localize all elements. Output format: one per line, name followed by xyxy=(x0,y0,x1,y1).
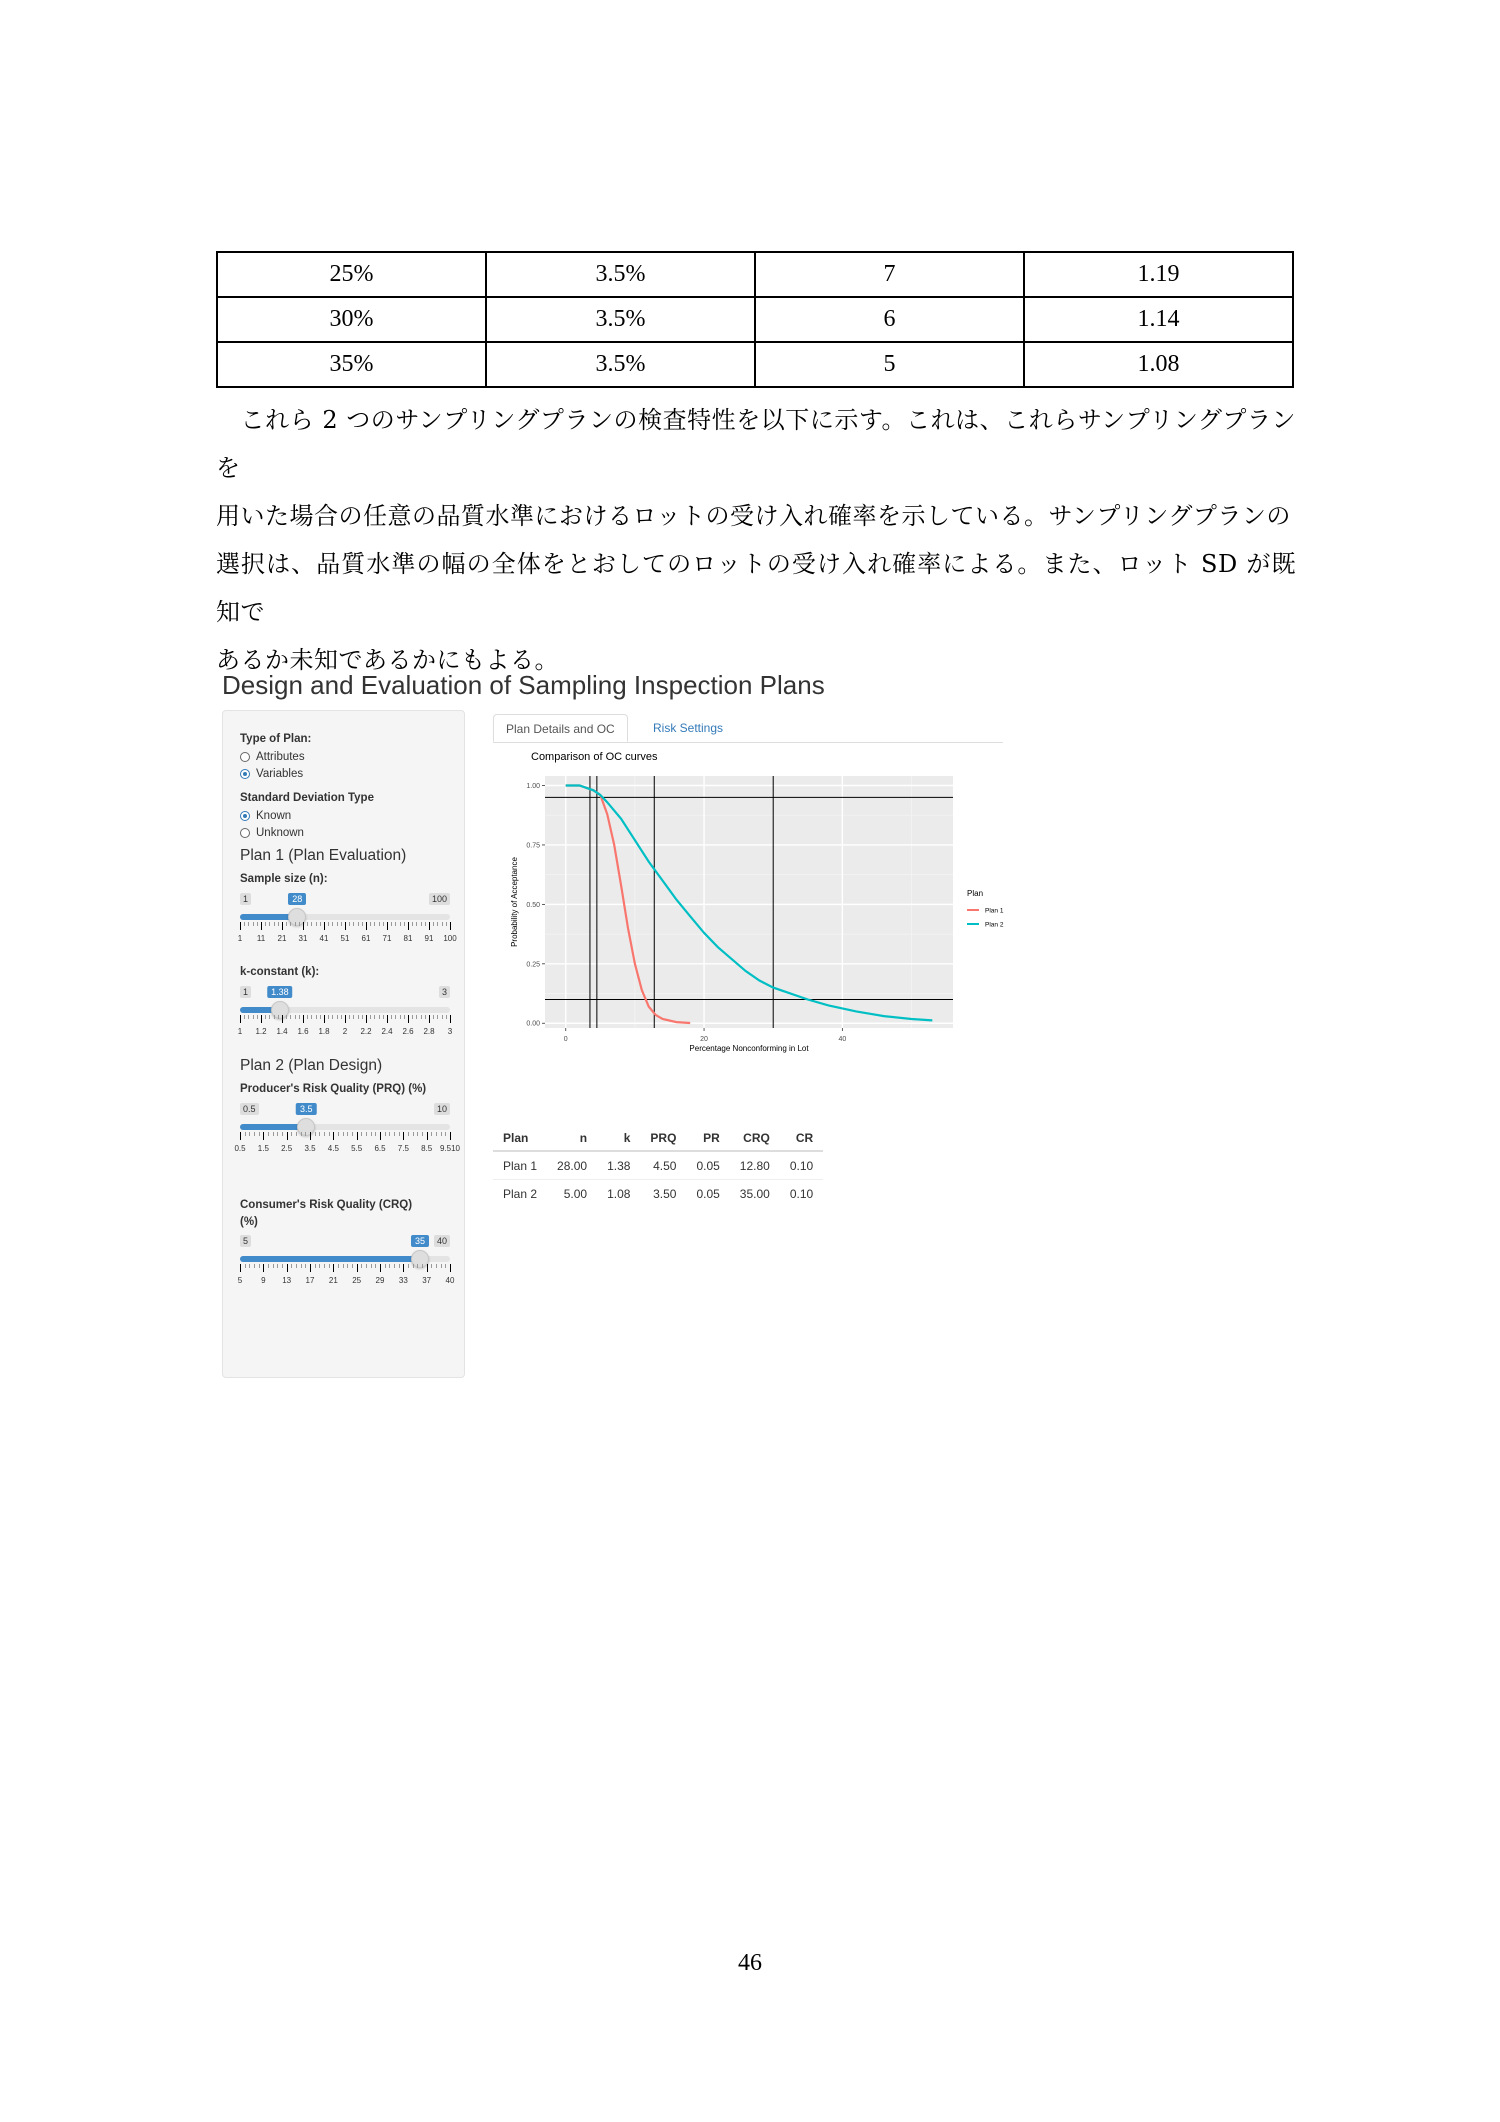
table-row xyxy=(217,342,1293,387)
radio-selected-icon xyxy=(240,811,250,821)
slider-grid-label: 5 xyxy=(237,1276,243,1285)
table-cell: 35% xyxy=(217,342,486,387)
results-header: n xyxy=(547,1126,597,1151)
slider-ticks xyxy=(240,1264,450,1274)
radio-variables-label: Variables xyxy=(256,768,304,780)
legend-title: Plan xyxy=(967,889,984,898)
k-constant-slider[interactable] xyxy=(237,986,453,1056)
results-header: k xyxy=(597,1126,640,1151)
slider-max-label: 100 xyxy=(429,893,450,905)
slider-grid-label: 6.5 xyxy=(374,1144,386,1153)
k-constant-label: k-constant (k): xyxy=(240,966,320,978)
slider-grid-label: 1.5 xyxy=(257,1144,269,1153)
slider-value-label: 28 xyxy=(288,893,306,905)
table-cell: 6 xyxy=(755,297,1024,342)
sd-type-label: Standard Deviation Type xyxy=(240,792,374,804)
results-cell: 35.00 xyxy=(730,1180,780,1208)
results-cell: 12.80 xyxy=(730,1151,780,1180)
slider-min-label: 0.5 xyxy=(240,1103,259,1115)
slider-max-label: 40 xyxy=(434,1235,450,1247)
slider-grid-label: 8.5 xyxy=(421,1144,433,1153)
slider-grid-label: 2.8 xyxy=(423,1027,435,1036)
slider-ticks xyxy=(240,1015,450,1025)
radio-unknown-label: Unknown xyxy=(256,827,304,839)
slider-grid-label: 9.510 xyxy=(439,1144,461,1153)
table-cell: 7 xyxy=(755,252,1024,297)
radio-icon xyxy=(240,752,250,762)
slider-grid-label: 2 xyxy=(342,1027,348,1036)
sidebar-panel xyxy=(222,710,465,1378)
table-cell: 5 xyxy=(755,342,1024,387)
slider-value-label: 3.5 xyxy=(296,1103,317,1115)
slider-grid-label: 2.6 xyxy=(402,1027,414,1036)
results-cell: 1.08 xyxy=(597,1180,640,1208)
slider-max-label: 10 xyxy=(434,1103,450,1115)
chart-title: Comparison of OC curves xyxy=(531,751,658,763)
slider-grid-label: 51 xyxy=(340,934,350,943)
slider-grid-label: 1 xyxy=(237,934,243,943)
x-tick-label: 0 xyxy=(563,1036,568,1043)
results-row xyxy=(493,1151,823,1180)
results-header: CRQ xyxy=(730,1126,780,1151)
results-cell: Plan 2 xyxy=(493,1180,547,1208)
slider-min-label: 1 xyxy=(240,893,251,905)
slider-grid-label: 3.5 xyxy=(304,1144,316,1153)
radio-unknown[interactable] xyxy=(240,827,304,839)
plan1-heading: Plan 1 (Plan Evaluation) xyxy=(240,847,407,864)
slider-value-label: 35 xyxy=(411,1235,429,1247)
results-header: PR xyxy=(686,1126,729,1151)
slider-grid-label: 33 xyxy=(398,1276,408,1285)
results-table xyxy=(493,1126,823,1207)
x-axis-label: Percentage Nonconforming in Lot xyxy=(689,1044,809,1053)
slider-grid-label: 17 xyxy=(305,1276,315,1285)
slider-grid-label: 2.5 xyxy=(281,1144,293,1153)
para-line-3: 選択は、品質水準の幅の全体をとおしてのロットの受け入れ確率による。また、ロット SD が既知で xyxy=(216,550,1296,626)
slider-grid-label: 5.5 xyxy=(351,1144,363,1153)
slider-grid-label: 21 xyxy=(328,1276,338,1285)
x-tick-label: 20 xyxy=(700,1036,708,1043)
legend-label: Plan 1 xyxy=(985,907,1004,915)
slider-ticks xyxy=(240,922,450,932)
results-cell: 0.10 xyxy=(780,1151,823,1180)
table-cell: 3.5% xyxy=(486,297,755,342)
table-cell: 25% xyxy=(217,252,486,297)
slider-grid-label: 1.8 xyxy=(318,1027,330,1036)
radio-known[interactable] xyxy=(240,810,291,822)
crq-label: Consumer's Risk Quality (CRQ) xyxy=(240,1199,413,1211)
type-of-plan-label: Type of Plan: xyxy=(240,733,312,745)
page-number: 46 xyxy=(738,1950,762,1976)
oc-chart-svg xyxy=(493,746,1013,1056)
y-tick-label: 1.00 xyxy=(526,783,540,791)
x-tick-label: 40 xyxy=(838,1036,847,1043)
slider-grid-label: 1 xyxy=(237,1027,243,1036)
radio-attributes-label: Attributes xyxy=(256,751,305,763)
slider-grid-label: 1.2 xyxy=(255,1027,267,1036)
slider-grid-label: 7.5 xyxy=(397,1144,409,1153)
prq-label: Producer's Risk Quality (PRQ) (%) xyxy=(240,1083,427,1095)
app-screenshot xyxy=(216,660,1016,1390)
radio-selected-icon xyxy=(240,769,250,779)
description-paragraph xyxy=(216,396,1296,684)
para-line-4: あるか未知であるかにもよる。 xyxy=(216,646,559,674)
results-cell: 0.05 xyxy=(686,1151,729,1180)
y-tick-label: 0.50 xyxy=(526,901,540,909)
slider-grid-label: 9 xyxy=(261,1276,266,1285)
slider-grid-label: 100 xyxy=(443,934,457,943)
slider-grid-label: 2.2 xyxy=(360,1027,372,1036)
table-cell: 1.08 xyxy=(1024,342,1293,387)
results-header: PRQ xyxy=(640,1126,686,1151)
slider-grid-label: 25 xyxy=(352,1276,362,1285)
oc-chart xyxy=(493,746,1013,1056)
app-title: Design and Evaluation of Sampling Inspection Plans xyxy=(222,670,825,700)
crq-slider[interactable] xyxy=(237,1235,455,1305)
slider-grid-label: 2.4 xyxy=(381,1027,393,1036)
y-tick-label: 0.00 xyxy=(526,1020,540,1028)
radio-known-label: Known xyxy=(256,810,292,822)
results-cell: 5.00 xyxy=(547,1180,597,1208)
slider-grid-label: 1.6 xyxy=(297,1027,309,1036)
slider-grid-label: 1.4 xyxy=(276,1027,288,1036)
quality-table xyxy=(216,251,1294,388)
slider-max-label: 3 xyxy=(439,986,450,998)
slider-grid-label: 4.5 xyxy=(327,1144,339,1153)
table-cell: 3.5% xyxy=(486,342,755,387)
slider-grid-label: 41 xyxy=(319,934,329,943)
slider-grid-label: 21 xyxy=(277,934,287,943)
results-cell: 1.38 xyxy=(597,1151,640,1180)
results-cell: 3.50 xyxy=(640,1180,686,1208)
table-cell: 30% xyxy=(217,297,486,342)
prq-slider[interactable] xyxy=(234,1103,461,1173)
slider-grid-label: 13 xyxy=(282,1276,292,1285)
table-cell: 3.5% xyxy=(486,252,755,297)
slider-grid-label: 3 xyxy=(447,1027,453,1036)
slider-grid-label: 61 xyxy=(361,934,371,943)
plan2-heading: Plan 2 (Plan Design) xyxy=(240,1057,383,1074)
tab-bar xyxy=(493,714,1003,743)
crq-label-unit: (%) xyxy=(240,1216,258,1228)
slider-grid-label: 40 xyxy=(445,1276,455,1285)
slider-grid-label: 91 xyxy=(424,934,434,943)
slider-min-label: 1 xyxy=(240,986,251,998)
sample-size-slider[interactable] xyxy=(237,893,457,963)
radio-variables[interactable] xyxy=(240,768,303,780)
tab-plan-details[interactable]: Plan Details and OC xyxy=(493,714,628,742)
y-axis-label: Probability of Acceptance xyxy=(510,857,519,947)
slider-grid-label: 29 xyxy=(375,1276,385,1285)
results-cell: Plan 1 xyxy=(493,1151,547,1180)
results-cell: 0.10 xyxy=(780,1180,823,1208)
slider-fill xyxy=(240,1256,420,1262)
radio-attributes[interactable] xyxy=(240,751,305,763)
slider-value-label: 1.38 xyxy=(267,986,293,998)
slider-grid-label: 81 xyxy=(403,934,413,943)
results-cell: 0.05 xyxy=(686,1180,729,1208)
table-row xyxy=(217,297,1293,342)
legend-label: Plan 2 xyxy=(985,921,1004,929)
table-cell: 1.19 xyxy=(1024,252,1293,297)
y-tick-label: 0.25 xyxy=(526,961,540,969)
slider-grid-label: 31 xyxy=(298,934,308,943)
slider-ticks xyxy=(240,1132,450,1142)
tab-risk-settings[interactable]: Risk Settings xyxy=(653,721,724,735)
table-cell: 1.14 xyxy=(1024,297,1293,342)
table-row xyxy=(217,252,1293,297)
para-line-2: 用いた場合の任意の品質水準におけるロットの受け入れ確率を示している。サンプリングプランの xyxy=(216,502,1291,530)
slider-grid-label: 0.5 xyxy=(234,1144,246,1153)
slider-grid-label: 71 xyxy=(382,934,392,943)
radio-icon xyxy=(240,828,250,838)
results-header: CR xyxy=(780,1126,823,1151)
results-cell: 4.50 xyxy=(640,1151,686,1180)
sample-size-label: Sample size (n): xyxy=(240,873,328,885)
results-header: Plan xyxy=(493,1126,547,1151)
results-cell: 28.00 xyxy=(547,1151,597,1180)
para-line-1: これら 2 つのサンプリングプランの検査特性を以下に示す。これは、これらサンプリングプランを xyxy=(216,406,1296,482)
slider-min-label: 5 xyxy=(240,1235,251,1247)
slider-grid-label: 37 xyxy=(422,1276,432,1285)
slider-grid-label: 11 xyxy=(256,934,266,943)
results-row xyxy=(493,1180,823,1208)
y-tick-label: 0.75 xyxy=(526,842,540,850)
